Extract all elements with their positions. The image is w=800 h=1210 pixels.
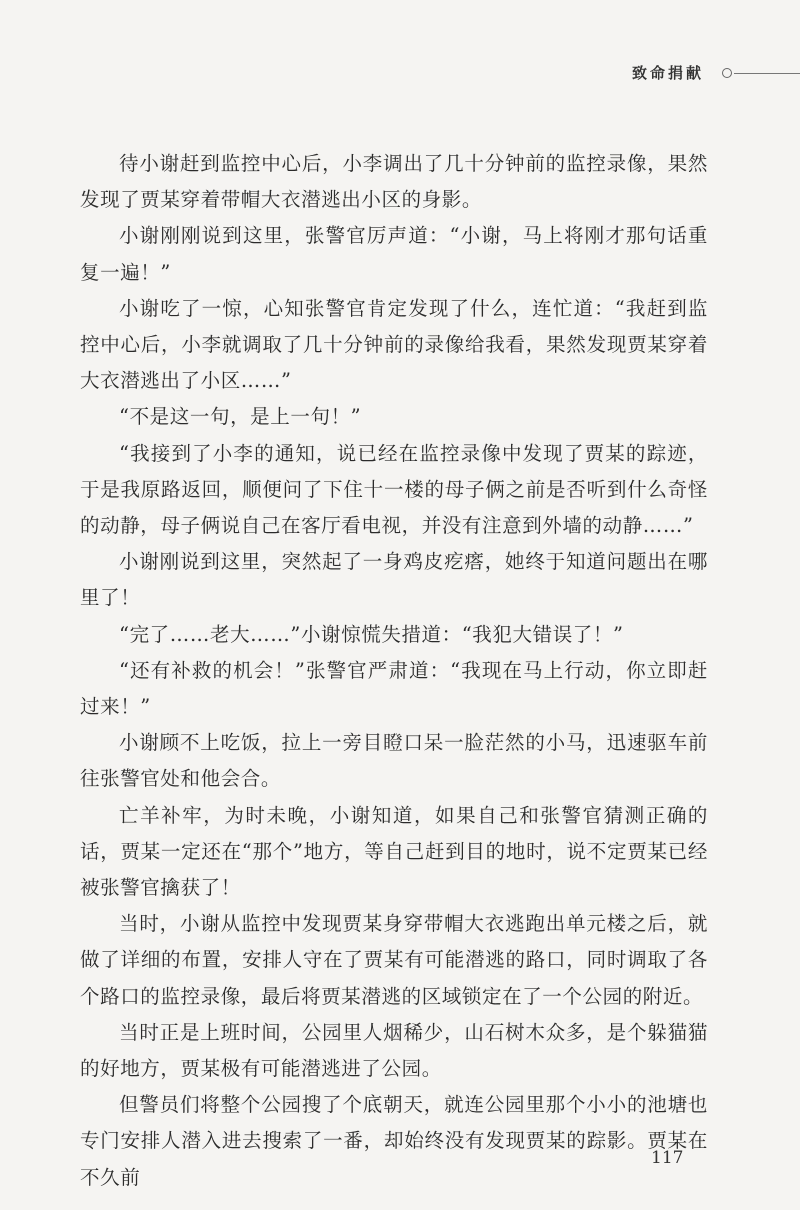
header-rule (734, 73, 800, 74)
paragraph: 小谢刚刚说到这里，张警官厉声道：“小谢，马上将刚才那句话重复一遍！” (80, 224, 708, 284)
paragraph: 小谢刚说到这里，突然起了一身鸡皮疙瘩，她终于知道问题出在哪里了！ (80, 550, 708, 610)
running-header (0, 62, 800, 86)
page-body (80, 146, 708, 1196)
paragraph: 小谢顾不上吃饭，拉上一旁目瞪口呆一脸茫然的小马，迅速驱车前往张警官处和他会合。 (80, 731, 708, 791)
running-title: 致命捐献 (631, 64, 704, 82)
paragraph: “还有补救的机会！”张警官严肃道：“我现在马上行动，你立即赶过来！” (80, 658, 708, 719)
paragraph: 但警员们将整个公园搜了个底朝天，就连公园里那个小小的池塘也专门安排人潜入进去搜索了一番，却始终没有发现贾某的踪影。贾某在不久前 (80, 1093, 708, 1189)
paragraph: 小谢吃了一惊，心知张警官肯定发现了什么，连忙道：“我赶到监控中心后，小李就调取了几十分钟前的录像给我看，果然发现贾某穿着大衣潜逃出了小区……” (80, 296, 708, 393)
header-ornament (722, 68, 800, 80)
paragraph: 当时，小谢从监控中发现贾某身穿带帽大衣逃跑出单元楼之后，就做了详细的布置，安排人守在了贾某有可能潜逃的路口，同时调取了各个路口的监控录像，最后将贾某潜逃的区域锁定在了一个公园的附近。 (80, 912, 708, 1008)
ornament-circle-icon (722, 68, 732, 78)
paragraph: “不是这一句，是上一句！” (119, 405, 362, 429)
paragraph: 亡羊补牢，为时未晚，小谢知道，如果自己和张警官猜测正确的话，贾某一定还在“那个”地方，等自己赶到目的地时，说不定贾某已经被张警官擒获了！ (80, 803, 708, 900)
paragraph: “完了……老大……”小谢惊慌失措道：“我犯大错误了！” (119, 622, 624, 646)
paragraph: “我接到了小李的通知，说已经在监控录像中发现了贾某的踪迹，于是我原路返回，顺便问了下住十一楼的母子俩之前是否听到什么奇怪的动静，母子俩说自己在客厅看电视，并没有注意到外墙的动静……” (80, 441, 708, 538)
paragraph: 待小谢赶到监控中心后，小李调出了几十分钟前的监控录像，果然发现了贾某穿着带帽大衣潜逃出小区的身影。 (80, 152, 708, 212)
page-number: 117 (651, 1148, 684, 1168)
paragraph: 当时正是上班时间，公园里人烟稀少，山石树木众多，是个躲猫猫的好地方，贾某极有可能潜逃进了公园。 (80, 1020, 708, 1081)
